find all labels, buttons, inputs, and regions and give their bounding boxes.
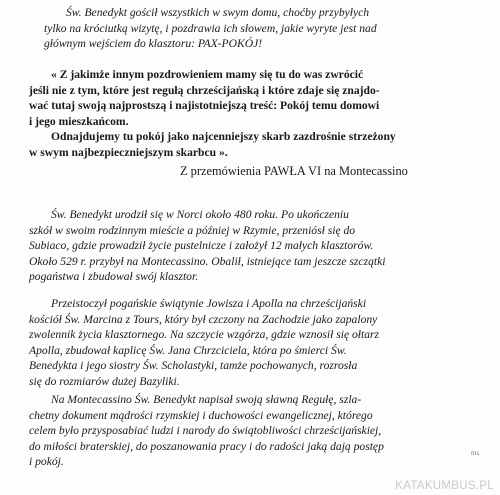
biography-line: pogaństwa i zbudował swój klasztor. [29, 270, 199, 284]
quote-line: « Z jakimże innym pozdrowieniem mamy się tu do was zwrócić [51, 68, 364, 81]
biography-line: Subiaco, gdzie prowadził życie pustelnicze i założył 12 małych klasztorów. [29, 239, 374, 253]
biography-line: Przeistoczył pogańskie świątynie Jowisza i Apolla na chrześcijański [51, 297, 367, 310]
intro-line: tylko na króciutką wizytę, i pozdrawia ich słowem, jakie wyryte jest nad [44, 21, 377, 35]
quote-line: jeśli nie z tym, które jest regułą chrześcijańską i które zdaje się znajdo- [29, 83, 380, 97]
quote-line: wać tutaj swoją najprostszą i najistotniejszą treść: Pokój temu domowi [29, 99, 380, 113]
biography-line: i pokój. [29, 455, 64, 469]
biography-line: celem było przysposabiać ludzi i narody do świątobliwości chrześcijańskiej, [29, 424, 382, 438]
intro-paragraph [44, 5, 484, 52]
site-watermark: KATAKUMBUS.PL [395, 480, 494, 492]
quote-line: i jego mieszkańcom. [29, 114, 129, 128]
biography-paragraph [29, 296, 491, 390]
biography-line: Św. Benedykt urodził się w Norci około 480 roku. Po ukończeniu [51, 208, 349, 221]
biography-paragraph [29, 207, 491, 285]
biography-line: szkół w swoim rodzinnym mieście a później w Rzymie, przeniósł się do [29, 223, 356, 237]
page-mark: ms [471, 449, 480, 457]
quote-line: Odnajdujemy tu pokój jako najcenniejszy skarb zazdrośnie strzeżony [51, 130, 396, 144]
biography-line: Benedykta i jego siostry Św. Scholastyki, tamże pochowanych, rozrosła [29, 359, 358, 373]
biography-line: się do rozmiarów dużej Bazyliki. [29, 374, 180, 388]
biography-line: chetny dokument mądrości rzymskiej i duchowości ewangelicznej, którego [29, 408, 373, 422]
biography-line: kościół Św. Marcina z Tours, który był czczony na Zachodzie jako zapalony [29, 312, 378, 326]
papal-quote [29, 67, 489, 161]
intro-line: Św. Benedykt gościł wszystkich w swym domu, choćby przybyłych [66, 6, 370, 19]
biography-line: zwolennik życia klasztornego. Na szczycie wzgórza, gdzie wznosił się ołtarz [29, 328, 380, 342]
biography-paragraph [29, 392, 491, 470]
quote-line: w swym najbezpieczniejszym skarbcu ». [29, 145, 228, 159]
biography-line: Około 529 r. przybył na Montecassino. Obalił, istniejące tam jeszcze szczątki [29, 254, 386, 268]
biography-line: Na Montecassino Św. Benedykt napisał swoją sławną Regułę, szla- [51, 393, 362, 406]
biography-line: do miłości braterskiej, do poszanowania pracy i do radości jaką dają postęp [29, 439, 384, 453]
intro-line: głównym wejściem do klasztoru: PAX-POKÓJ! [44, 37, 263, 51]
quote-attribution: Z przemówienia PAWŁA VI na Montecassino [180, 164, 408, 178]
biography-line: Apolla, zbudował kaplicę Św. Jana Chrzciciela, która po śmierci Św. [29, 343, 347, 357]
